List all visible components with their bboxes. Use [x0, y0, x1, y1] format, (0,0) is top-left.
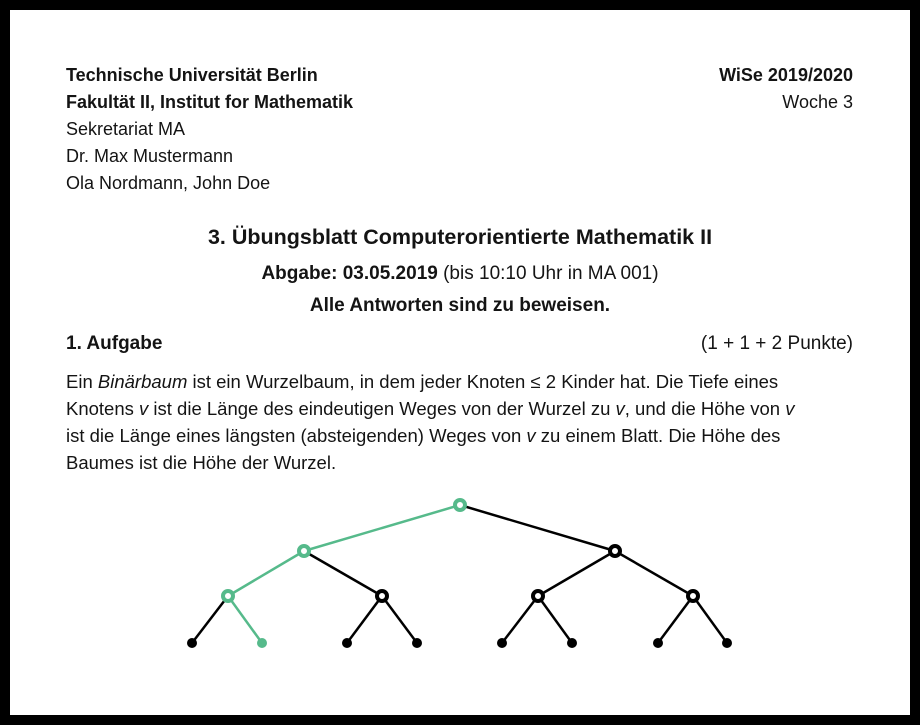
due-date-bold: Abgabe: 03.05.2019 — [261, 263, 438, 284]
due-date-line — [10, 260, 910, 287]
binary-tree-figure — [10, 485, 910, 695]
tree-internal-node-root — [455, 500, 465, 510]
tree-leaf-node-llr — [257, 638, 267, 648]
tree-edge-root-l — [304, 505, 460, 551]
header-left-line-4: Dr. Max Mustermann — [66, 146, 234, 166]
tree-leaf-node-lrl — [342, 638, 352, 648]
italic-term: Binärbaum — [97, 371, 188, 392]
exercise-body-line-2 — [66, 395, 866, 422]
due-date-rest: (bis 10:10 Uhr in MA 001) — [437, 263, 659, 284]
italic-term: v — [526, 425, 536, 446]
tree-internal-node-l — [299, 546, 309, 556]
tree-internal-node-rr — [688, 591, 698, 601]
header-left-line-1: Technische Universität Berlin — [66, 65, 318, 85]
header-left-line-2: Fakultät II, Institut for Mathematik — [66, 92, 354, 112]
header-right-line-2: Woche 3 — [782, 92, 853, 112]
italic-term: v — [615, 398, 625, 419]
header-left-line-3: Sekretariat MA — [66, 119, 186, 139]
tree-edge-rr-rrr — [693, 596, 727, 643]
tree-edge-ll-llr — [228, 596, 262, 643]
tree-leaf-node-rlr — [567, 638, 577, 648]
exercise-body-line-3 — [66, 422, 866, 449]
exercise-body-line-1 — [66, 368, 866, 395]
tree-edge-lr-lrl — [347, 596, 382, 643]
tree-edge-ll-lll — [192, 596, 228, 643]
header-left-block — [66, 62, 353, 197]
binary-tree-svg — [10, 485, 910, 695]
body-text: Knotens — [66, 398, 140, 419]
tree-internal-node-r — [610, 546, 620, 556]
exercise-body — [66, 368, 866, 476]
tree-edge-lr-lrr — [382, 596, 417, 643]
tree-edge-rr-rrl — [658, 596, 693, 643]
body-text: Ein — [66, 371, 98, 392]
proof-note: Alle Antworten sind zu beweisen. — [309, 295, 611, 316]
tree-edge-r-rl — [538, 551, 615, 596]
tree-edge-l-ll — [228, 551, 304, 596]
tree-edge-root-r — [460, 505, 615, 551]
body-text: , und die Höhe von — [624, 398, 786, 419]
tree-edge-r-rr — [615, 551, 693, 596]
body-text: Baumes ist die Höhe der Wurzel. — [66, 452, 337, 473]
tree-leaf-node-lll — [187, 638, 197, 648]
sheet-title: 3. Übungsblatt Computerorientierte Mathematik II — [207, 225, 713, 249]
task-header-row — [66, 330, 853, 357]
exercise-body-line-4 — [66, 449, 866, 476]
tree-leaf-node-lrr — [412, 638, 422, 648]
tree-leaf-node-rll — [497, 638, 507, 648]
italic-term: v — [785, 398, 795, 419]
tree-leaf-node-rrr — [722, 638, 732, 648]
body-text: ist ein Wurzelbaum, in dem jeder Knoten ≤ 2 Kinder hat. Die Tiefe eines — [187, 371, 779, 392]
tree-internal-node-rl — [533, 591, 543, 601]
header-right-block — [719, 62, 853, 116]
body-text: ist die Länge des eindeutigen Weges von der Wurzel zu — [148, 398, 616, 419]
tree-edge-rl-rll — [502, 596, 538, 643]
task-heading: 1. Aufgabe — [66, 333, 163, 354]
italic-term: v — [139, 398, 149, 419]
body-text: ist die Länge eines längsten (absteigenden) Weges von — [66, 425, 527, 446]
tree-leaf-node-rrl — [653, 638, 663, 648]
tree-internal-node-lr — [377, 591, 387, 601]
header-right-line-1: WiSe 2019/2020 — [719, 65, 853, 85]
tree-edge-l-lr — [304, 551, 382, 596]
document-page — [10, 10, 910, 715]
task-points: (1 + 1 + 2 Punkte) — [700, 333, 853, 354]
tree-internal-node-ll — [223, 591, 233, 601]
header-left-line-5: Ola Nordmann, John Doe — [66, 173, 271, 193]
tree-edge-rl-rlr — [538, 596, 572, 643]
body-text: zu einem Blatt. Die Höhe des — [535, 425, 781, 446]
